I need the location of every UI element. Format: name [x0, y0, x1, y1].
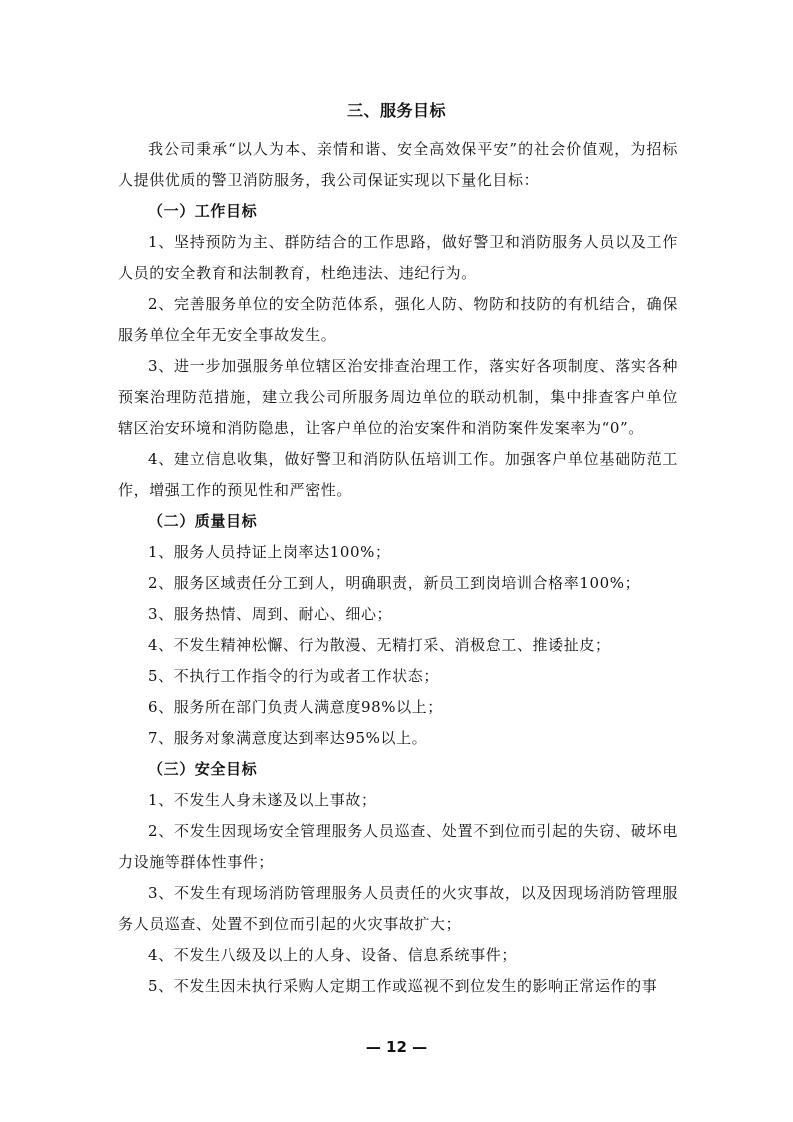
safety-goal-item: 2、不发生因现场安全管理服务人员巡查、处置不到位而引起的失窃、破坏电力设施等群体性事件；	[118, 822, 678, 871]
page-title: 三、服务目标	[346, 101, 446, 120]
quality-goal-item: 2、服务区域责任分工到人，明确职责，新员工到岗培训合格率100%；	[148, 574, 641, 592]
quality-goal-item: 1、服务人员持证上岗率达100%；	[148, 543, 391, 561]
safety-goal-item: 3、不发生有现场消防管理服务人员责任的火灾事故，以及因现场消防管理服务人员巡查、处置不到位而引起的火灾事故扩大；	[118, 884, 678, 933]
work-goal-item: 3、进一步加强服务单位辖区治安排查治理工作，落实好各项制度、落实各种预案治理防范措施，建立我公司所服务周边单位的联动机制，集中排查客户单位辖区治安环境和消防隐患，让客户单位的治安案件和消防案件发案率为“0”。	[118, 357, 678, 437]
page-number: — 12 —	[365, 1038, 428, 1056]
safety-goal-item: 1、不发生人身未遂及以上事故；	[148, 791, 377, 809]
intro-paragraph: 我公司秉承“以人为本、亲情和谐、安全高效保平安”的社会价值观，为招标人提供优质的警卫消防服务，我公司保证实现以下量化目标：	[118, 140, 678, 189]
safety-goal-item: 4、不发生八级及以上的人身、设备、信息系统事件；	[148, 946, 517, 964]
quality-goal-item: 4、不发生精神松懈、行为散漫、无精打采、消极怠工、推诿扯皮；	[148, 636, 611, 654]
section-heading-work-goals: （一）工作目标	[148, 202, 258, 220]
work-goal-item: 1、坚持预防为主、群防结合的工作思路，做好警卫和消防服务人员以及工作人员的安全教育和法制教育，杜绝违法、违纪行为。	[118, 233, 678, 282]
quality-goal-item: 7、服务对象满意度达到率达95%以上。	[148, 729, 428, 747]
quality-goal-item: 5、不执行工作指令的行为或者工作状态；	[148, 667, 439, 685]
document-body	[118, 134, 678, 1002]
work-goal-item: 2、完善服务单位的安全防范体系，强化人防、物防和技防的有机结合，确保服务单位全年无安全事故发生。	[118, 295, 678, 344]
quality-goal-item: 6、服务所在部门负责人满意度98%以上；	[148, 698, 443, 716]
quality-goal-item: 3、服务热情、周到、耐心、细心；	[148, 605, 393, 623]
work-goal-item: 4、建立信息收集，做好警卫和消防队伍培训工作。加强客户单位基础防范工作，增强工作的预见性和严密性。	[118, 450, 678, 499]
safety-goal-item: 5、不发生因未执行采购人定期工作或巡视不到位发生的影响正常运作的事	[148, 977, 658, 995]
section-heading-quality-goals: （二）质量目标	[148, 512, 258, 530]
section-heading-safety-goals: （三）安全目标	[148, 760, 258, 778]
